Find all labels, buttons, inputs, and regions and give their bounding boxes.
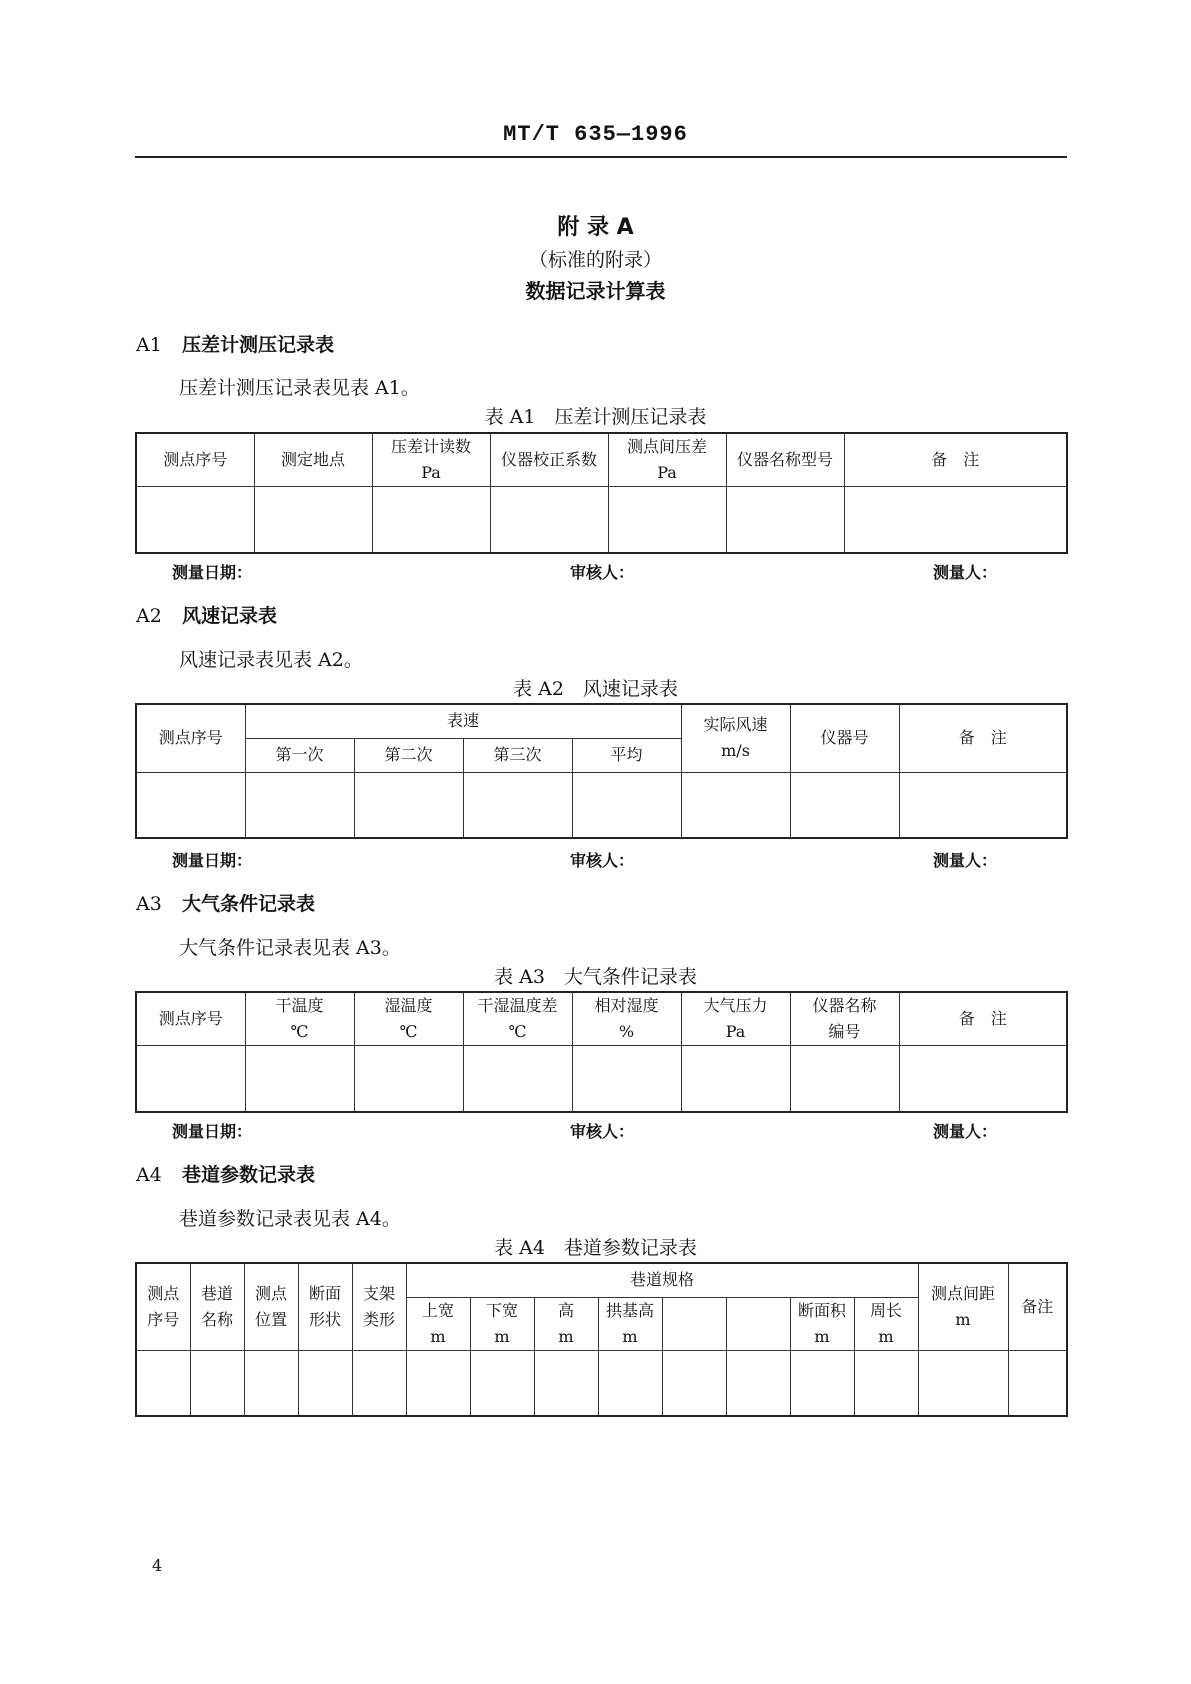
table-a4-col-spacing: [918, 1263, 1008, 1350]
table-a4-subcol-empty: [726, 1297, 790, 1350]
section-a4-title: 巷道参数记录表: [182, 1164, 316, 1186]
table-a3-col-pressure-label: 大气压力: [703, 996, 768, 1015]
table-a4-col-remarks: 备注: [1008, 1263, 1067, 1350]
table-a2-col-point: 测点序号: [136, 704, 245, 772]
table-a1-blank-cell[interactable]: [136, 487, 254, 553]
table-a3-col-dry-temp-unit: ℃: [290, 1022, 309, 1041]
section-a1-number: A1: [136, 334, 162, 356]
table-a1-col-point: 测点序号: [136, 433, 254, 487]
table-a3-blank-cell[interactable]: [245, 1046, 354, 1112]
table-a4-col-section-shape: [298, 1263, 352, 1350]
table-a4-col-spacing-unit: m: [955, 1309, 971, 1329]
table-a4-subcol-bottom-width-label: 下宽: [485, 1300, 518, 1320]
table-a3-header-row: [136, 992, 1067, 1046]
table-a1-caption: 表 A1 压差计测压记录表: [484, 406, 707, 428]
table-a3-blank-cell[interactable]: [354, 1046, 463, 1112]
table-a3-col-wet-temp-unit: ℃: [399, 1022, 418, 1041]
table-a3-blank-cell[interactable]: [136, 1046, 245, 1112]
table-a3-col-remarks: 备 注: [899, 992, 1067, 1046]
table-a4-blank-cell[interactable]: [598, 1350, 662, 1416]
table-a4-subcol-height: [534, 1297, 598, 1350]
table-a4-subcol-unit: m: [622, 1326, 638, 1346]
table-a4-col-point-l2: 序号: [147, 1309, 180, 1329]
standard-number-header: MT/T 635—1996: [503, 122, 688, 147]
section-a2-number: A2: [136, 605, 162, 627]
section-a2-intro: 风速记录表见表 A2。: [179, 649, 363, 671]
table-a2-col-instrument-no: 仪器号: [790, 704, 899, 772]
table-a4-col-support-type-l1: 支架: [362, 1283, 395, 1303]
table-a3-col-dry-temp-label: 干温度: [275, 996, 324, 1015]
table-a4-col-position-l2: 位置: [254, 1309, 287, 1329]
section-a2-heading: [136, 601, 277, 628]
page-number: 4: [152, 1556, 163, 1575]
table-a4-col-roadway-name: [190, 1263, 244, 1350]
table-a3-blank-row: [136, 1046, 1067, 1112]
table-a3-blank-cell[interactable]: [463, 1046, 572, 1112]
table-a4-col-position: [244, 1263, 298, 1350]
table-a2-blank-cell[interactable]: [136, 772, 245, 838]
table-a2-subcol-first: 第一次: [245, 738, 354, 772]
table-a4-col-support-type: [352, 1263, 406, 1350]
table-a3-blank-cell[interactable]: [681, 1046, 790, 1112]
table-a4-subcol-top-width-label: 上宽: [421, 1300, 454, 1320]
table-a2: [135, 703, 1068, 839]
table-a1-col-coefficient: 仪器校正系数: [490, 433, 608, 487]
table-a3-col-dry-temp: [245, 992, 354, 1046]
table-a4-blank-cell[interactable]: [1008, 1350, 1067, 1416]
table-a3-col-pressure-unit: Pa: [725, 1022, 746, 1041]
table-a1-blank-cell[interactable]: [254, 487, 372, 553]
table-a2-col-actual-speed-unit: m/s: [721, 741, 750, 761]
table-a1-blank-row: [136, 487, 1067, 553]
table-a4-blank-cell[interactable]: [534, 1350, 598, 1416]
table-a4-subcol-unit: m: [878, 1326, 894, 1346]
table-a4-blank-cell[interactable]: [726, 1350, 790, 1416]
reviewer-label: 审核人：: [570, 851, 635, 870]
table-a1-blank-cell[interactable]: [844, 487, 1067, 553]
table-a3-col-instrument-sub: 编号: [828, 1022, 861, 1041]
table-a4-subcol-unit: m: [814, 1326, 830, 1346]
table-a3-col-pressure: [681, 992, 790, 1046]
section-a3-intro: 大气条件记录表见表 A3。: [179, 937, 401, 959]
measure-date-label: 测量日期：: [172, 1122, 253, 1141]
table-a3-blank-cell[interactable]: [790, 1046, 899, 1112]
table-a4-blank-cell[interactable]: [662, 1350, 726, 1416]
table-a4-subcol-perimeter-label: 周长: [870, 1300, 903, 1320]
table-a2-blank-cell[interactable]: [681, 772, 790, 838]
table-a4-blank-cell[interactable]: [136, 1350, 190, 1416]
table-a4-subcol-height-label: 高: [557, 1300, 574, 1320]
table-a3-col-wet-temp-label: 湿温度: [384, 996, 433, 1015]
measurer-label: 测量人：: [933, 851, 998, 870]
section-a2-title: 风速记录表: [182, 605, 278, 627]
table-a1-col-location: 测定地点: [254, 433, 372, 487]
header-rule: [135, 156, 1067, 158]
table-a4-col-section-shape-l1: 断面: [308, 1283, 341, 1303]
table-a4-caption: 表 A4 巷道参数记录表: [494, 1237, 697, 1259]
table-a3-col-instrument: [790, 992, 899, 1046]
table-a2-subcol-second: 第二次: [354, 738, 463, 772]
table-a4-col-spacing-label: 测点间距: [931, 1283, 996, 1303]
table-a2-caption: 表 A2 风速记录表: [513, 678, 678, 700]
table-a2-header-row: [136, 704, 1067, 738]
table-a4-col-roadway-name-l2: 名称: [200, 1309, 233, 1329]
table-a4-blank-cell[interactable]: [352, 1350, 406, 1416]
section-a4-intro: 巷道参数记录表见表 A4。: [179, 1208, 401, 1230]
table-a1-header-row: [136, 433, 1067, 487]
table-a1-col-instrument: 仪器名称型号: [726, 433, 844, 487]
table-a2-blank-cell[interactable]: [572, 772, 681, 838]
appendix-title: 附 录 A: [557, 215, 634, 240]
table-a4-blank-cell[interactable]: [470, 1350, 534, 1416]
section-a3-title: 大气条件记录表: [182, 893, 316, 915]
section-a4-number: A4: [136, 1164, 162, 1186]
section-a3-heading: [136, 889, 315, 916]
table-a4-col-point: [136, 1263, 190, 1350]
table-a4: [135, 1262, 1068, 1417]
table-a4-blank-cell[interactable]: [190, 1350, 244, 1416]
table-a1-blank-cell[interactable]: [726, 487, 844, 553]
table-a4-subcol-unit: m: [494, 1326, 510, 1346]
appendix-name: 数据记录计算表: [525, 279, 666, 303]
table-a1-col-pressure-diff-label: 测点间压差: [626, 437, 707, 456]
table-a4-blank-cell[interactable]: [244, 1350, 298, 1416]
table-a4-subcol-perimeter: [854, 1297, 918, 1350]
table-a4-subcol-top-width: [406, 1297, 470, 1350]
table-a2-col-remarks: 备 注: [899, 704, 1067, 772]
table-a4-blank-cell[interactable]: [854, 1350, 918, 1416]
reviewer-label: 审核人：: [570, 563, 635, 582]
table-a4-blank-cell[interactable]: [790, 1350, 854, 1416]
section-a4-heading: [136, 1160, 315, 1187]
measurer-label: 测量人：: [933, 1122, 998, 1141]
table-a4-header-row: [136, 1263, 1067, 1297]
table-a4-col-point-l1: 测点: [147, 1283, 180, 1303]
measurer-label: 测量人：: [933, 563, 998, 582]
table-a1-col-pressure-diff-unit: Pa: [657, 463, 677, 482]
table-a4-subcol-unit: m: [430, 1326, 446, 1346]
table-a4-col-support-type-l2: 类形: [362, 1309, 395, 1329]
table-a2-blank-cell[interactable]: [790, 772, 899, 838]
section-a1-title: 压差计测压记录表: [182, 334, 335, 356]
table-a1-col-reading-label: 压差计读数: [390, 437, 471, 456]
table-a1-blank-cell[interactable]: [608, 487, 726, 553]
table-a3-caption: 表 A3 大气条件记录表: [494, 966, 697, 988]
table-a2-col-meter-speed: 表速: [245, 704, 681, 738]
table-a4-subcol-arch-height: [598, 1297, 662, 1350]
table-a1-col-reading-unit: Pa: [421, 463, 441, 482]
table-a1-col-reading: [372, 433, 490, 487]
table-a4-blank-cell[interactable]: [918, 1350, 1008, 1416]
table-a4-col-roadway-spec: 巷道规格: [406, 1263, 918, 1297]
section-a3-number: A3: [136, 893, 162, 915]
table-a4-subcol-bottom-width: [470, 1297, 534, 1350]
table-a3-col-temp-diff-unit: ℃: [508, 1022, 527, 1041]
table-a3-col-temp-diff: [463, 992, 572, 1046]
table-a4-col-roadway-name-l1: 巷道: [200, 1283, 233, 1303]
section-a1-heading: [136, 330, 334, 357]
table-a2-col-actual-speed: [681, 704, 790, 772]
table-a2-subcol-average: 平均: [572, 738, 681, 772]
table-a4-blank-cell[interactable]: [298, 1350, 352, 1416]
table-a3-blank-cell[interactable]: [899, 1046, 1067, 1112]
table-a4-blank-row: [136, 1350, 1067, 1416]
table-a3-col-temp-diff-label: 干湿温度差: [477, 996, 558, 1015]
table-a3: [135, 991, 1068, 1113]
table-a3-col-humidity-label: 相对湿度: [594, 996, 659, 1015]
measure-date-label: 测量日期：: [172, 851, 253, 870]
table-a3-col-wet-temp: [354, 992, 463, 1046]
table-a4-subcol-area-label: 断面积: [797, 1300, 846, 1320]
table-a4-col-position-l1: 测点: [254, 1283, 287, 1303]
table-a1-col-remarks: 备 注: [844, 433, 1067, 487]
table-a3-col-point: 测点序号: [136, 992, 245, 1046]
table-a4-col-section-shape-l2: 形状: [308, 1309, 341, 1329]
table-a2-blank-cell[interactable]: [899, 772, 1067, 838]
table-a3-col-humidity: [572, 992, 681, 1046]
appendix-subtitle: （标准的附录）: [528, 249, 662, 271]
section-a1-intro: 压差计测压记录表见表 A1。: [179, 377, 420, 399]
table-a3-blank-cell[interactable]: [572, 1046, 681, 1112]
table-a3-col-humidity-unit: %: [618, 1022, 635, 1041]
table-a4-blank-cell[interactable]: [406, 1350, 470, 1416]
measure-date-label: 测量日期：: [172, 563, 253, 582]
table-a2-blank-cell[interactable]: [463, 772, 572, 838]
table-a1-col-pressure-diff: [608, 433, 726, 487]
table-a1: [135, 432, 1068, 554]
table-a2-col-actual-speed-label: 实际风速: [703, 715, 768, 735]
table-a4-subcol-area: [790, 1297, 854, 1350]
table-a2-blank-cell[interactable]: [354, 772, 463, 838]
table-a1-blank-cell[interactable]: [490, 487, 608, 553]
table-a4-subcol-unit: m: [558, 1326, 574, 1346]
table-a4-subcol-empty: [662, 1297, 726, 1350]
table-a2-blank-cell[interactable]: [245, 772, 354, 838]
table-a1-blank-cell[interactable]: [372, 487, 490, 553]
table-a2-blank-row: [136, 772, 1067, 838]
table-a3-col-instrument-label: 仪器名称: [812, 996, 877, 1015]
table-a2-subcol-third: 第三次: [463, 738, 572, 772]
table-a4-subcol-arch-height-label: 拱基高: [605, 1300, 654, 1320]
reviewer-label: 审核人：: [570, 1122, 635, 1141]
